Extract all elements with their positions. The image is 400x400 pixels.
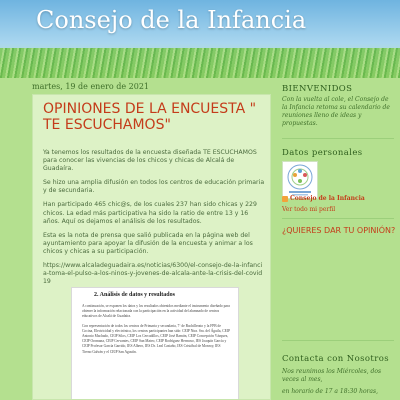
- opinion-title[interactable]: ¿QUIERES DAR TU OPINIÓN?: [282, 226, 396, 235]
- blog-header: [0, 0, 400, 78]
- sidebar-divider: [282, 340, 394, 341]
- council-logo-icon: [283, 162, 317, 198]
- post-paragraph: Ya tenemos los resultados de la encuesta diseñada TE ESCUCHAMOS para conocer las vivencias de los chicos y chicas de Alcalá de Guadaíra.: [43, 149, 257, 173]
- results-document-image: [71, 287, 239, 400]
- welcome-text: Con la vuelta al cole, el Consejo de la Infancia retoma su calendario de reuniones lleno de ideas y propuestas.: [282, 96, 390, 127]
- contact-text: Nos reunimos los Miércoles, dos veces al mes,: [282, 368, 382, 383]
- council-logo[interactable]: [282, 161, 318, 199]
- document-paragraph: A continuación, se exponen los datos y los resultados obtenidos mediante el instrumento diseñado para obtener la información relacionada con la participación en la actividad del alumnado de centros educativos de Alcalá de Guadaíra.: [82, 304, 230, 319]
- sidebar-divider: [282, 218, 394, 219]
- post-title[interactable]: OPINIONES DE LA ENCUESTA " TE ESCUCHAMOS": [43, 101, 257, 133]
- contact-schedule: en horario de 17 a 18:30 horas,: [282, 388, 378, 395]
- post-body: [43, 149, 265, 292]
- blogger-profile-icon: [282, 196, 288, 202]
- document-text: [82, 304, 230, 359]
- post-paragraph: Han participado 465 chic@s, de los cuales 237 han sido chicas y 229 chicos. La edad más participativa ha sido la ratio de entre 13 y 16 años. Aquí os dejamos el análisis de los resultados.: [43, 201, 257, 225]
- press-release-link[interactable]: https://www.alcaladeguadaira.es/noticias/6300/el-consejo-de-la-infancia-toma-el-pulso-a-los-ninos-y-jovenes-de-alcala-ante-la-crisis-del-covid19: [43, 262, 263, 286]
- sidebar-divider: [282, 138, 394, 139]
- blog-post: [32, 94, 271, 400]
- post-date: martes, 19 de enero de 2021: [32, 82, 150, 91]
- post-paragraph: Se hizo una amplia difusión en todos los centros de educación primaria y de secundaria.: [43, 179, 265, 195]
- document-paragraph: Con representación de todos los centros de Primaria y secundaria, 7º de Bachillerato y la FPB de Cocina, Electricidad y electrónica, los centros participantes han sido: CEIP Ntra. Sra. del Águila, CEIP Antonio Machado, CEIP Silos, CEIP Los Cercadillos, CEIP José Ramón, CEIP Concepción Vázquez, CEIP Oromana, CEIP Cervantes, CEIP San Mateo, CEIP Rodríguez Hermoso, IES Joaquín García y CEIP Profesor García Garrido, IES Albero, IES Dr. Leal Castaño, IES Cristóbal de Monroy, IES Tierno Galván y el CEIP San Agustín.: [82, 323, 230, 354]
- view-profile-link[interactable]: Ver todo mi perfil: [282, 206, 336, 213]
- post-paragraph: Esta es la nota de prensa que salió publicada en la página web del ayuntamiento para apoyar la difusión de la encuesta y animar a los chicos y chicas a su participación.: [43, 231, 253, 255]
- welcome-heading: BIENVENIDOS: [282, 84, 353, 94]
- header-grass-decoration: [0, 48, 400, 78]
- document-heading: 2. Análisis de datos y resultados: [94, 292, 175, 298]
- blog-title[interactable]: Consejo de la Infancia: [36, 6, 307, 34]
- sidebar: [278, 82, 400, 400]
- profile-heading: Datos personales: [282, 148, 363, 158]
- contact-heading: Contacta con Nosotros: [282, 354, 389, 364]
- profile-name[interactable]: Consejo de la Infancia: [290, 195, 365, 202]
